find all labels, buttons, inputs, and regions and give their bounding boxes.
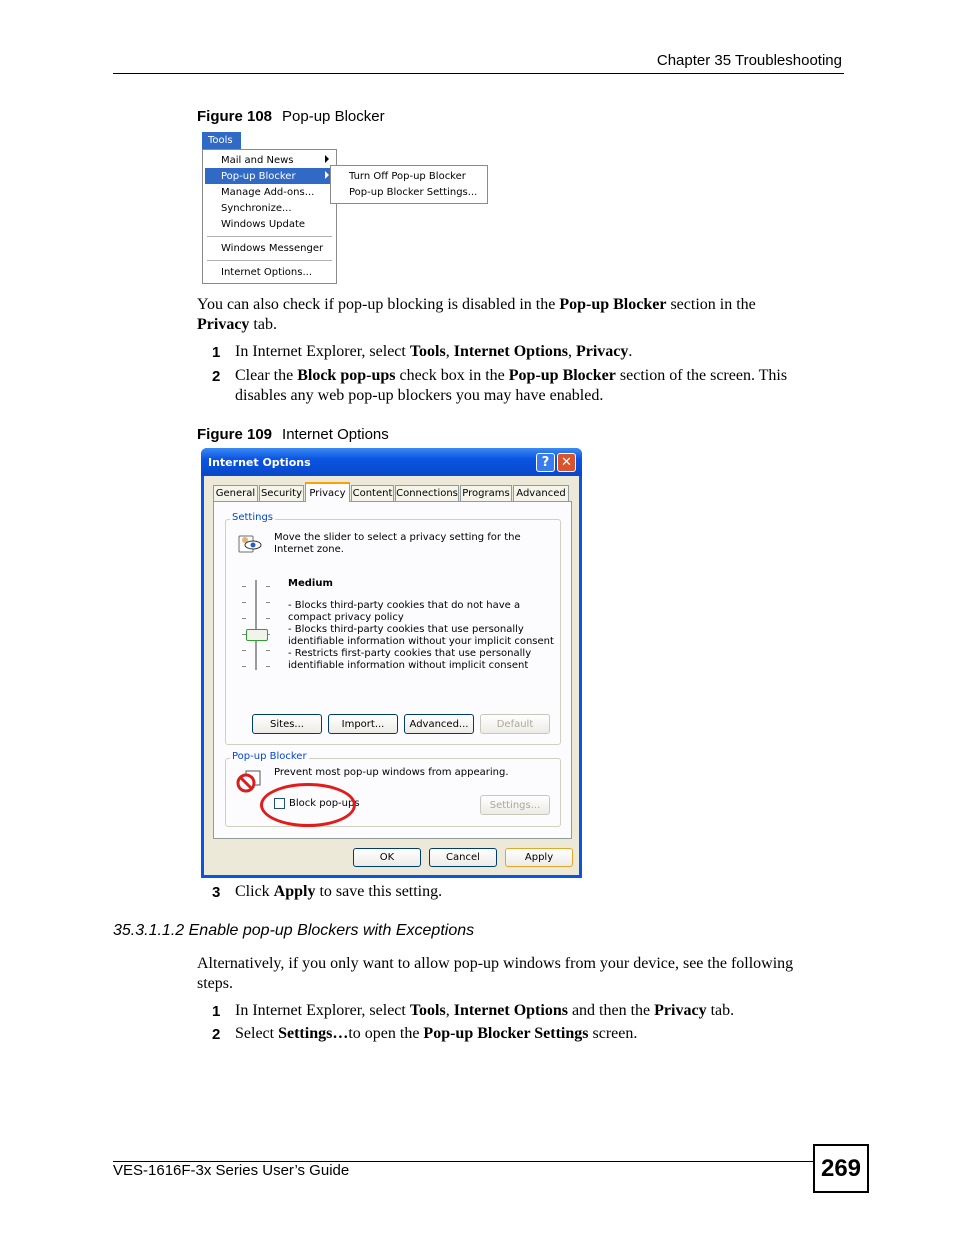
figure-109-title: Internet Options — [282, 426, 389, 443]
internet-options-dialog — [201, 448, 582, 878]
guide-title: VES-1616F-3x Series User’s Guide — [113, 1162, 350, 1179]
text: Alternatively, if you only want to allow pop-up windows from your device, see the following — [197, 955, 794, 972]
tab-programs[interactable]: Programs — [460, 485, 512, 501]
popup-blocker-description: Prevent most pop-up windows from appearing. — [274, 767, 509, 778]
text: In Internet Explorer, select — [235, 343, 410, 360]
help-icon: ? — [541, 455, 550, 470]
slider-tick — [266, 666, 270, 667]
bold-text: Internet Options — [453, 1002, 568, 1019]
text: , — [445, 1002, 454, 1019]
apply-button[interactable]: Apply — [505, 848, 573, 867]
text: tab. — [249, 316, 277, 333]
privacy-tab-panel — [213, 501, 572, 839]
bold-text: Pop-up Blocker — [508, 367, 616, 384]
popup-blocker-group-label: Pop-up Blocker — [232, 751, 307, 762]
privacy-level: Medium — [288, 578, 333, 589]
advanced-button[interactable]: Advanced... — [404, 714, 474, 734]
import-button[interactable]: Import... — [328, 714, 398, 734]
text: Clear the — [235, 367, 298, 384]
step-text — [235, 1024, 637, 1044]
text: check box in the — [395, 367, 509, 384]
privacy-level-description — [288, 600, 556, 672]
text: , — [445, 343, 454, 360]
level-desc-line: - Blocks third-party cookies that use personally identifiable information without your implicit consent — [288, 624, 554, 647]
menu-item-internet-options[interactable]: Internet Options... — [221, 266, 313, 278]
bold-text: Internet Options — [453, 343, 568, 360]
text: Click — [235, 883, 274, 900]
text: Select — [235, 1025, 279, 1042]
menu-item-label: Pop-up Blocker — [221, 170, 296, 182]
level-desc-line: - Blocks third-party cookies that do not have a compact privacy policy — [288, 600, 521, 623]
figure-109-label: Figure 109 — [197, 426, 273, 443]
text: disables any web pop-up blockers you may have enabled. — [235, 387, 604, 404]
settings-description: Move the slider to select a privacy setting for the Internet zone. — [274, 532, 521, 555]
bold-text: Privacy — [654, 1002, 707, 1019]
text: screen. — [588, 1025, 638, 1042]
level-desc-line: - Restricts first-party cookies that use personally identifiable information without implicit consent — [288, 648, 532, 671]
tab-security[interactable]: Security — [259, 485, 304, 501]
figure-108-title: Pop-up Blocker — [282, 108, 385, 125]
text: section of the screen. This — [615, 367, 788, 384]
step-text — [235, 1001, 734, 1021]
menu-item-synchronize[interactable]: Synchronize... — [221, 202, 292, 214]
submenu-arrow-icon — [325, 155, 329, 163]
step-number: 1 — [212, 344, 221, 361]
figure-108-caption — [197, 108, 385, 125]
paragraph-2 — [197, 954, 847, 994]
close-button[interactable] — [557, 453, 576, 472]
privacy-slider-thumb[interactable] — [246, 629, 268, 641]
help-button[interactable] — [536, 453, 555, 472]
bold-text: Tools — [409, 1002, 446, 1019]
bold-text: Pop-up Blocker — [559, 296, 667, 313]
step-number: 2 — [212, 368, 221, 385]
sites-button[interactable]: Sites... — [252, 714, 322, 734]
text: . — [628, 343, 633, 360]
chapter-header: Chapter 35 Troubleshooting — [656, 52, 842, 69]
tab-connections[interactable]: Connections — [395, 485, 459, 501]
paragraph-1 — [197, 295, 837, 335]
text: , — [567, 343, 576, 360]
step-number: 1 — [212, 1003, 221, 1020]
step-text — [235, 366, 845, 406]
tab-privacy[interactable]: Privacy — [305, 482, 350, 502]
slider-tick — [266, 618, 270, 619]
dialog-body — [204, 476, 579, 875]
popup-settings-button[interactable]: Settings... — [480, 795, 550, 815]
slider-tick — [266, 650, 270, 651]
ok-button[interactable]: OK — [353, 848, 421, 867]
slider-tick — [266, 602, 270, 603]
bold-text: Settings… — [278, 1025, 349, 1042]
text: to open the — [348, 1025, 424, 1042]
bold-text: Privacy — [575, 343, 629, 360]
text: In Internet Explorer, select — [235, 1002, 410, 1019]
privacy-eye-icon — [236, 530, 262, 556]
submenu-item-settings[interactable]: Pop-up Blocker Settings... — [349, 186, 478, 198]
settings-group-label: Settings — [232, 512, 274, 523]
menu-item-mail-and-news[interactable] — [205, 152, 334, 168]
step-number: 2 — [212, 1026, 221, 1043]
submenu-item-turn-off[interactable]: Turn Off Pop-up Blocker — [349, 170, 466, 182]
slider-tick — [266, 586, 270, 587]
text: tab. — [706, 1002, 735, 1019]
text: and then the — [567, 1002, 655, 1019]
close-icon: ✕ — [561, 455, 572, 470]
figure-109-caption — [197, 426, 389, 443]
menu-separator — [207, 236, 332, 237]
bold-text: Tools — [409, 343, 446, 360]
submenu-arrow-icon — [325, 171, 329, 179]
slider-tick — [242, 666, 246, 667]
tab-advanced[interactable]: Advanced — [513, 485, 569, 501]
default-button[interactable]: Default — [480, 714, 550, 734]
step-text — [235, 342, 835, 362]
popup-blocker-icon — [236, 768, 262, 794]
menu-separator — [207, 260, 332, 261]
block-popups-label[interactable]: Block pop-ups — [289, 798, 360, 809]
slider-tick — [242, 602, 246, 603]
slider-tick — [242, 650, 246, 651]
text: You can also check if pop-up blocking is disabled in the — [197, 296, 560, 313]
menu-item-popup-blocker[interactable] — [205, 168, 334, 184]
figure-108-label: Figure 108 — [197, 108, 273, 125]
popup-blocker-submenu — [330, 165, 488, 204]
bold-text: Pop-up Blocker Settings — [423, 1025, 589, 1042]
header-rule — [113, 73, 844, 74]
tools-menu — [202, 149, 337, 284]
cancel-button[interactable]: Cancel — [429, 848, 497, 867]
bold-text: Privacy — [197, 316, 250, 333]
step-text — [235, 882, 442, 902]
menu-item-manage-addons[interactable]: Manage Add-ons... — [221, 186, 315, 198]
bold-text: Apply — [273, 883, 316, 900]
dialog-title: Internet Options — [208, 456, 311, 469]
slider-tick — [242, 618, 246, 619]
highlight-ellipse — [260, 783, 356, 827]
section-heading: 35.3.1.1.2 Enable pop-up Blockers with Exceptions — [113, 922, 475, 939]
tab-general[interactable]: General — [213, 485, 258, 501]
menu-item-label: Mail and News — [221, 154, 294, 166]
page-number: 269 — [813, 1144, 869, 1193]
text: section in the — [666, 296, 756, 313]
menu-item-windows-update[interactable]: Windows Update — [221, 218, 306, 230]
text: to save this setting. — [315, 883, 443, 900]
tab-content[interactable]: Content — [351, 485, 394, 501]
menu-item-windows-messenger[interactable]: Windows Messenger — [221, 242, 324, 254]
bold-text: Block pop-ups — [297, 367, 396, 384]
privacy-slider-track[interactable] — [255, 580, 257, 670]
step-number: 3 — [212, 884, 221, 901]
tools-menu-tab[interactable]: Tools — [202, 132, 241, 149]
slider-tick — [242, 586, 246, 587]
text: steps. — [197, 975, 233, 992]
